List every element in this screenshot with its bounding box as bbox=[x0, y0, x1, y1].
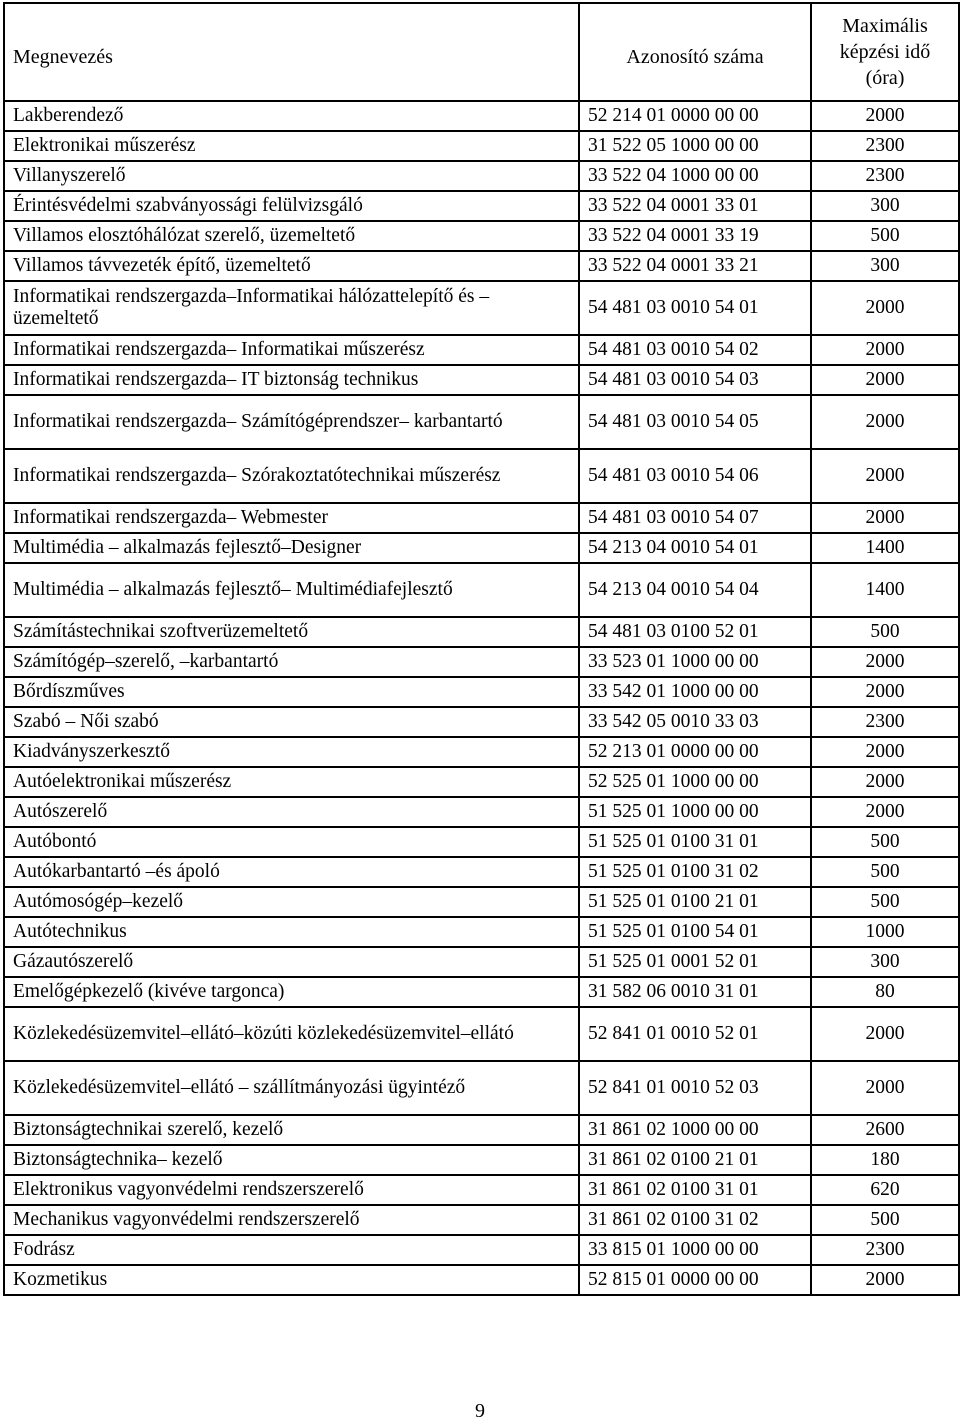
cell-code: 54 481 03 0010 54 05 bbox=[579, 395, 811, 449]
table-row bbox=[4, 947, 959, 977]
cell-name: Autómosógép–kezelő bbox=[4, 887, 579, 917]
cell-code: 33 542 05 0010 33 03 bbox=[579, 707, 811, 737]
cell-hours: 500 bbox=[811, 221, 959, 251]
cell-name: Autóelektronikai műszerész bbox=[4, 767, 579, 797]
cell-hours: 2000 bbox=[811, 737, 959, 767]
table-row bbox=[4, 827, 959, 857]
cell-code: 52 525 01 1000 00 00 bbox=[579, 767, 811, 797]
cell-hours: 300 bbox=[811, 191, 959, 221]
cell-hours: 2300 bbox=[811, 161, 959, 191]
cell-name: Emelőgépkezelő (kivéve targonca) bbox=[4, 977, 579, 1007]
cell-name: Autókarbantartó –és ápoló bbox=[4, 857, 579, 887]
cell-name: Autóbontó bbox=[4, 827, 579, 857]
cell-name: Közlekedésüzemvitel–ellátó–közúti közlekedésüzemvitel–ellátó bbox=[4, 1007, 579, 1061]
cell-hours: 2000 bbox=[811, 365, 959, 395]
cell-name: Villanyszerelő bbox=[4, 161, 579, 191]
cell-code: 33 522 04 0001 33 01 bbox=[579, 191, 811, 221]
table-row bbox=[4, 563, 959, 617]
cell-hours: 180 bbox=[811, 1145, 959, 1175]
cell-name: Informatikai rendszergazda– IT biztonság technikus bbox=[4, 365, 579, 395]
table-row bbox=[4, 797, 959, 827]
cell-hours: 2000 bbox=[811, 797, 959, 827]
cell-code: 54 481 03 0010 54 07 bbox=[579, 503, 811, 533]
cell-code: 33 522 04 0001 33 21 bbox=[579, 251, 811, 281]
cell-hours: 2600 bbox=[811, 1115, 959, 1145]
table-row bbox=[4, 1265, 959, 1295]
table-row bbox=[4, 1007, 959, 1061]
cell-name: Közlekedésüzemvitel–ellátó – szállítmányozási ügyintéző bbox=[4, 1061, 579, 1115]
cell-name: Bőrdíszműves bbox=[4, 677, 579, 707]
cell-hours: 2000 bbox=[811, 281, 959, 335]
cell-name: Informatikai rendszergazda– Szórakoztatótechnikai műszerész bbox=[4, 449, 579, 503]
cell-code: 31 861 02 0100 31 01 bbox=[579, 1175, 811, 1205]
header-hours: Maximális képzési idő (óra) bbox=[811, 3, 959, 101]
cell-name: Mechanikus vagyonvédelmi rendszerszerelő bbox=[4, 1205, 579, 1235]
table-row bbox=[4, 767, 959, 797]
cell-code: 33 523 01 1000 00 00 bbox=[579, 647, 811, 677]
cell-hours: 2300 bbox=[811, 131, 959, 161]
table-row bbox=[4, 131, 959, 161]
table-row bbox=[4, 737, 959, 767]
cell-name: Biztonságtechnika– kezelő bbox=[4, 1145, 579, 1175]
cell-code: 52 841 01 0010 52 03 bbox=[579, 1061, 811, 1115]
table-row bbox=[4, 887, 959, 917]
cell-code: 33 522 04 1000 00 00 bbox=[579, 161, 811, 191]
cell-name: Multimédia – alkalmazás fejlesztő–Designer bbox=[4, 533, 579, 563]
cell-hours: 2000 bbox=[811, 677, 959, 707]
table-row bbox=[4, 707, 959, 737]
cell-hours: 500 bbox=[811, 617, 959, 647]
cell-hours: 1000 bbox=[811, 917, 959, 947]
table-row bbox=[4, 395, 959, 449]
cell-hours: 2000 bbox=[811, 1007, 959, 1061]
cell-code: 54 213 04 0010 54 04 bbox=[579, 563, 811, 617]
cell-name: Multimédia – alkalmazás fejlesztő– Multimédiafejlesztő bbox=[4, 563, 579, 617]
cell-hours: 300 bbox=[811, 947, 959, 977]
cell-code: 54 481 03 0010 54 01 bbox=[579, 281, 811, 335]
cell-name: Számítógép–szerelő, –karbantartó bbox=[4, 647, 579, 677]
cell-name: Villamos elosztóhálózat szerelő, üzemeltető bbox=[4, 221, 579, 251]
cell-hours: 2000 bbox=[811, 647, 959, 677]
table-row bbox=[4, 977, 959, 1007]
cell-hours: 2300 bbox=[811, 707, 959, 737]
cell-code: 31 861 02 0100 21 01 bbox=[579, 1145, 811, 1175]
table-row bbox=[4, 251, 959, 281]
cell-name: Informatikai rendszergazda–Informatikai hálózattelepítő és –üzemeltető bbox=[4, 281, 579, 335]
cell-name: Gázautószerelő bbox=[4, 947, 579, 977]
cell-name: Számítástechnikai szoftverüzemeltető bbox=[4, 617, 579, 647]
cell-code: 31 582 06 0010 31 01 bbox=[579, 977, 811, 1007]
cell-code: 51 525 01 0100 31 01 bbox=[579, 827, 811, 857]
page-number: 9 bbox=[475, 1400, 485, 1422]
cell-hours: 2000 bbox=[811, 335, 959, 365]
cell-hours: 2000 bbox=[811, 1265, 959, 1295]
cell-code: 52 815 01 0000 00 00 bbox=[579, 1265, 811, 1295]
cell-name: Kiadványszerkesztő bbox=[4, 737, 579, 767]
table-row bbox=[4, 1115, 959, 1145]
table-row bbox=[4, 449, 959, 503]
cell-code: 52 214 01 0000 00 00 bbox=[579, 101, 811, 131]
cell-hours: 300 bbox=[811, 251, 959, 281]
cell-hours: 500 bbox=[811, 857, 959, 887]
occupations-table bbox=[3, 2, 960, 1296]
table-row bbox=[4, 1175, 959, 1205]
cell-hours: 500 bbox=[811, 827, 959, 857]
table-row bbox=[4, 1061, 959, 1115]
cell-hours: 2000 bbox=[811, 503, 959, 533]
cell-code: 52 841 01 0010 52 01 bbox=[579, 1007, 811, 1061]
table-row bbox=[4, 335, 959, 365]
table-row bbox=[4, 857, 959, 887]
table-row bbox=[4, 533, 959, 563]
header-code: Azonosító száma bbox=[579, 3, 811, 101]
cell-code: 54 481 03 0010 54 06 bbox=[579, 449, 811, 503]
cell-code: 51 525 01 0001 52 01 bbox=[579, 947, 811, 977]
cell-hours: 2000 bbox=[811, 101, 959, 131]
cell-name: Biztonságtechnikai szerelő, kezelő bbox=[4, 1115, 579, 1145]
cell-code: 52 213 01 0000 00 00 bbox=[579, 737, 811, 767]
cell-code: 31 861 02 1000 00 00 bbox=[579, 1115, 811, 1145]
cell-code: 31 861 02 0100 31 02 bbox=[579, 1205, 811, 1235]
cell-name: Elektronikus vagyonvédelmi rendszerszerelő bbox=[4, 1175, 579, 1205]
cell-code: 51 525 01 1000 00 00 bbox=[579, 797, 811, 827]
cell-hours: 2000 bbox=[811, 767, 959, 797]
table-body bbox=[4, 101, 959, 1295]
cell-name: Informatikai rendszergazda– Informatikai műszerész bbox=[4, 335, 579, 365]
table-row bbox=[4, 221, 959, 251]
cell-hours: 500 bbox=[811, 887, 959, 917]
cell-hours: 2000 bbox=[811, 449, 959, 503]
header-name: Megnevezés bbox=[4, 3, 579, 101]
table-row bbox=[4, 1145, 959, 1175]
cell-code: 33 522 04 0001 33 19 bbox=[579, 221, 811, 251]
table-row bbox=[4, 281, 959, 335]
table-row bbox=[4, 677, 959, 707]
cell-hours: 1400 bbox=[811, 533, 959, 563]
table-row bbox=[4, 917, 959, 947]
cell-code: 33 815 01 1000 00 00 bbox=[579, 1235, 811, 1265]
cell-code: 54 213 04 0010 54 01 bbox=[579, 533, 811, 563]
table-row bbox=[4, 191, 959, 221]
table-row bbox=[4, 161, 959, 191]
cell-code: 51 525 01 0100 31 02 bbox=[579, 857, 811, 887]
table-row bbox=[4, 617, 959, 647]
cell-name: Elektronikai műszerész bbox=[4, 131, 579, 161]
cell-code: 51 525 01 0100 21 01 bbox=[579, 887, 811, 917]
cell-hours: 2300 bbox=[811, 1235, 959, 1265]
cell-code: 54 481 03 0100 52 01 bbox=[579, 617, 811, 647]
cell-hours: 2000 bbox=[811, 1061, 959, 1115]
cell-code: 54 481 03 0010 54 02 bbox=[579, 335, 811, 365]
cell-name: Kozmetikus bbox=[4, 1265, 579, 1295]
cell-name: Érintésvédelmi szabványossági felülvizsgáló bbox=[4, 191, 579, 221]
cell-hours: 1400 bbox=[811, 563, 959, 617]
table-row bbox=[4, 503, 959, 533]
table-row bbox=[4, 101, 959, 131]
cell-hours: 2000 bbox=[811, 395, 959, 449]
table-row bbox=[4, 365, 959, 395]
cell-hours: 500 bbox=[811, 1205, 959, 1235]
cell-code: 54 481 03 0010 54 03 bbox=[579, 365, 811, 395]
table-row bbox=[4, 647, 959, 677]
cell-code: 51 525 01 0100 54 01 bbox=[579, 917, 811, 947]
cell-hours: 80 bbox=[811, 977, 959, 1007]
table-row bbox=[4, 1205, 959, 1235]
cell-name: Fodrász bbox=[4, 1235, 579, 1265]
cell-hours: 620 bbox=[811, 1175, 959, 1205]
cell-name: Autószerelő bbox=[4, 797, 579, 827]
cell-name: Informatikai rendszergazda– Webmester bbox=[4, 503, 579, 533]
cell-name: Informatikai rendszergazda– Számítógéprendszer– karbantartó bbox=[4, 395, 579, 449]
cell-name: Villamos távvezeték építő, üzemeltető bbox=[4, 251, 579, 281]
table-row bbox=[4, 1235, 959, 1265]
cell-name: Lakberendező bbox=[4, 101, 579, 131]
cell-name: Autótechnikus bbox=[4, 917, 579, 947]
cell-code: 33 542 01 1000 00 00 bbox=[579, 677, 811, 707]
cell-name: Szabó – Női szabó bbox=[4, 707, 579, 737]
table-header-row bbox=[4, 3, 959, 101]
cell-code: 31 522 05 1000 00 00 bbox=[579, 131, 811, 161]
